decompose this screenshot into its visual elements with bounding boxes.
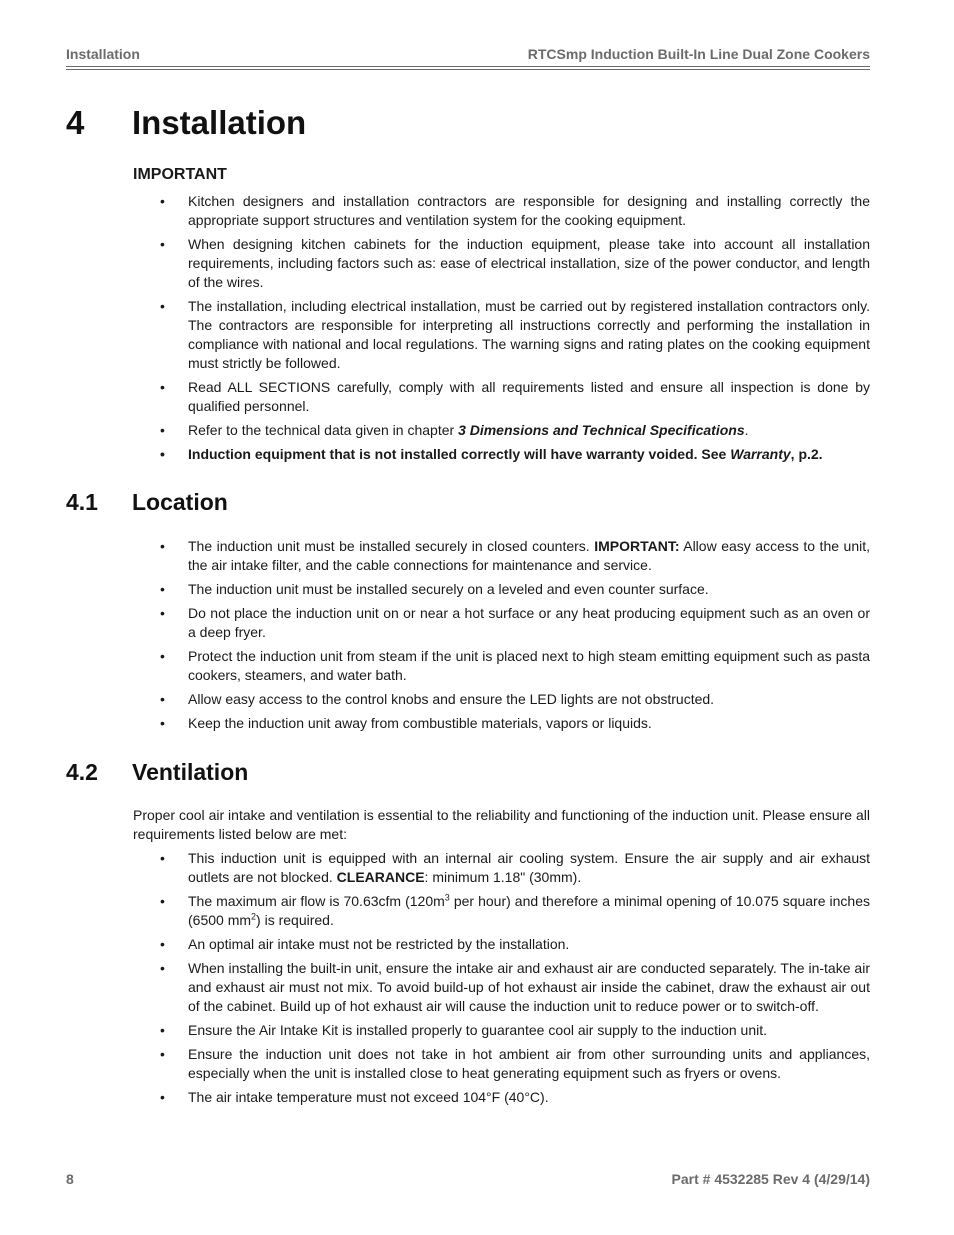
important-label: IMPORTANT — [133, 166, 227, 183]
part-number: Part # 4532285 Rev 4 (4/29/14) — [671, 1171, 870, 1187]
header-section-name: Installation — [66, 46, 140, 62]
list-item: • This induction unit is equipped with an internal air cooling system. Ensure the air supply and air exhaust outlets are not blocked. CLEARANCE: minimum 1.18" (30mm). — [133, 849, 870, 887]
list-item: • Kitchen designers and installation contractors are responsible for designing and installing correctly the appropriate support structures and ventilation system for the cooking equipment. — [133, 192, 870, 230]
list-item: • Protect the induction unit from steam if the unit is placed next to high steam emitting equipment such as pasta cookers, steamers, and water bath. — [133, 647, 870, 685]
section-number: 4.2 — [66, 759, 98, 785]
location-list — [133, 537, 870, 738]
header-rule-bottom — [66, 69, 870, 70]
list-item: • The maximum air flow is 70.63cfm ($120m^3$ per hour) and therefore a minimal opening of 10.075 square inches (6500 $mm^2$) is required. — [133, 892, 870, 930]
list-item: • An optimal air intake must not be restricted by the installation. — [133, 935, 870, 954]
page-number: 8 — [66, 1171, 74, 1187]
header-document-title: RTCSmp Induction Built-In Line Dual Zone Cookers — [527, 46, 870, 62]
section-title: Ventilation — [132, 759, 249, 785]
list-item: • Ensure the induction unit does not take in hot ambient air from other surrounding units and appliances, especially when the unit is installed close to heat generating equipment such as fryers or ovens. — [133, 1045, 870, 1083]
section-number: 4.1 — [66, 489, 98, 515]
list-item: • The induction unit must be installed securely in closed counters. IMPORTANT: Allow easy access to the unit, the air intake filter, and the cable connections for maintenance and service. — [133, 537, 870, 575]
list-item: • Ensure the Air Intake Kit is installed properly to guarantee cool air supply to the induction unit. — [133, 1021, 870, 1040]
list-item: • When designing kitchen cabinets for the induction equipment, please take into account all installation requirements, including factors such as: ease of electrical installation, size of the power conductor, and length of the wires. — [133, 235, 870, 292]
list-item: • Allow easy access to the control knobs and ensure the LED lights are not obstructed. — [133, 690, 870, 709]
list-item: • The induction unit must be installed securely on a leveled and even counter surface. — [133, 580, 870, 599]
warranty-reference: Warranty — [730, 446, 791, 462]
running-header — [66, 46, 870, 64]
important-list — [133, 192, 870, 469]
ventilation-list — [133, 849, 870, 1112]
section-heading-ventilation — [66, 759, 248, 786]
list-item: • Refer to the technical data given in chapter 3 Dimensions and Technical Specifications. — [133, 421, 870, 440]
list-item: • Read ALL SECTIONS carefully, comply with all requirements listed and ensure all inspection is done by qualified personnel. — [133, 378, 870, 416]
header-rule-top — [66, 66, 870, 67]
ventilation-intro: Proper cool air intake and ventilation is essential to the reliability and functioning of the induction unit. Please ensure all requirements listed below are met: — [133, 807, 870, 842]
section-heading-location — [66, 489, 228, 516]
chapter-reference: 3 Dimensions and Technical Specifications — [458, 422, 745, 438]
section-title: Location — [132, 489, 228, 515]
clearance-label: CLEARANCE — [336, 869, 425, 885]
chapter-title: Installation — [132, 104, 307, 141]
chapter-heading — [66, 104, 306, 142]
list-item: • Do not place the induction unit on or near a hot surface or any heat producing equipment such as an oven or a deep fryer. — [133, 604, 870, 642]
important-note: IMPORTANT: — [594, 538, 680, 554]
chapter-number: 4 — [66, 104, 85, 141]
list-item: • Induction equipment that is not installed correctly will have warranty voided. See Warranty, p.2. — [133, 445, 870, 464]
list-item: • When installing the built-in unit, ensure the intake air and exhaust air are conducted separately. The in-take air and exhaust air must not mix. To avoid build-up of hot exhaust air inside the cabinet, draw the exhaust air out of the cabinet. Build up of hot exhaust air will cause the induction unit to reduce power or to switch-off. — [133, 959, 870, 1016]
list-item: • The air intake temperature must not exceed 104°F (40°C). — [133, 1088, 870, 1107]
list-item: • The installation, including electrical installation, must be carried out by registered installation contractors only. The contractors are responsible for interpreting all instructions correctly and performing the installation in compliance with national and local regulations. The warning signs and rating plates on the cooking equipment must strictly be followed. — [133, 297, 870, 373]
list-item: • Keep the induction unit away from combustible materials, vapors or liquids. — [133, 714, 870, 733]
